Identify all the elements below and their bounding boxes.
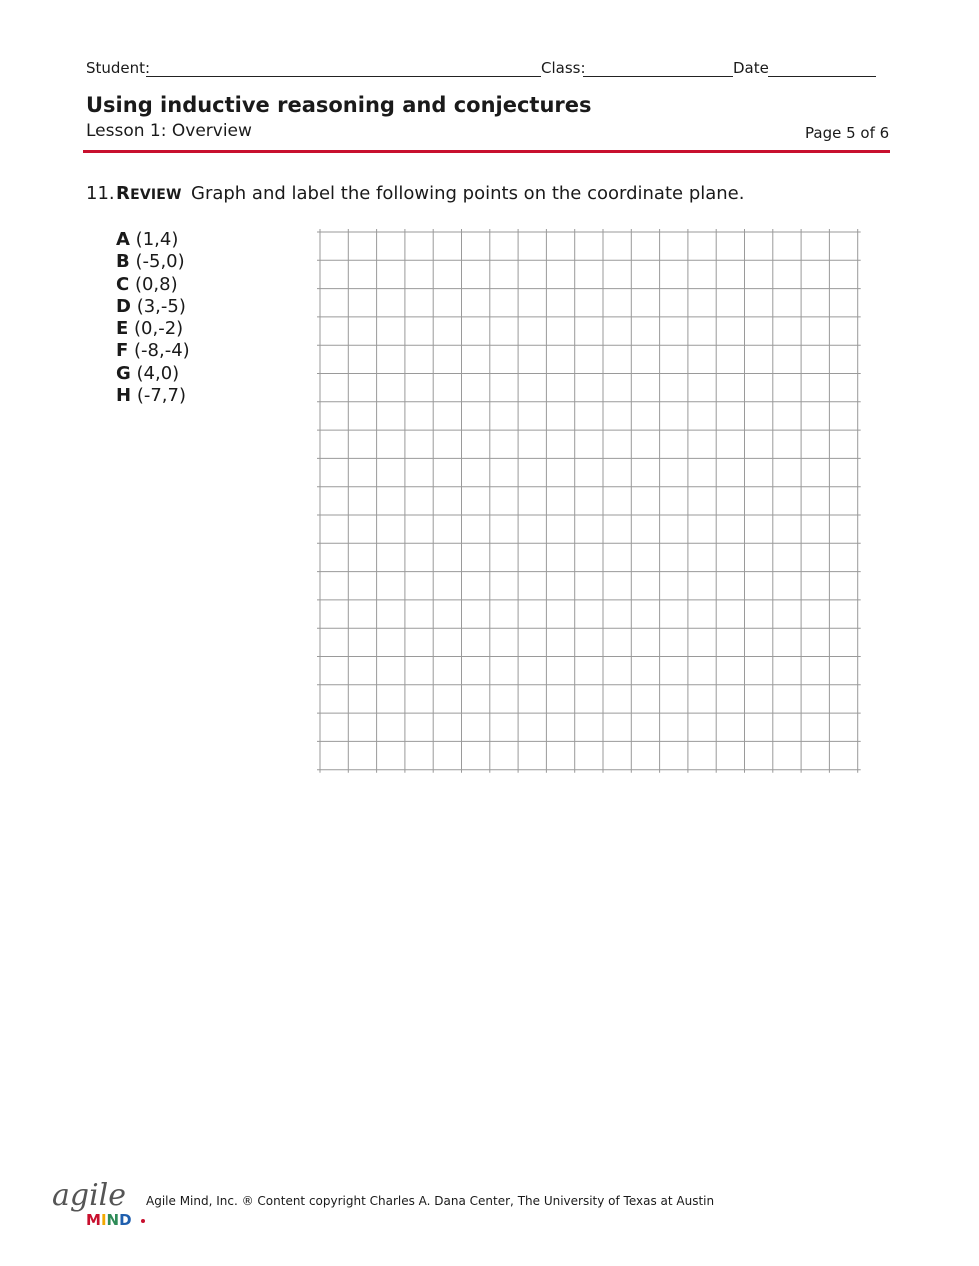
point-item-h [116,385,190,407]
point-coords: (0,-2) [134,318,184,340]
point-coords: (-5,0) [135,251,185,273]
logo-word-agile: agile [52,1178,127,1213]
date-label: Date [733,59,769,77]
point-label: E [116,318,129,340]
point-label: D [116,295,131,317]
point-label: A [116,229,130,250]
date-blank[interactable] [768,76,876,77]
page-title: Using inductive reasoning and conjectures [86,93,592,117]
question-number: 11. [86,183,115,204]
review-tag-rest: EVIEW [130,187,182,203]
point-coords: (3,-5) [136,295,186,317]
point-coords: (-7,7) [136,385,186,407]
point-item-b [116,251,190,273]
header-divider [83,150,890,153]
point-coords: (4,0) [136,362,180,384]
point-coords: (1,4) [135,229,179,250]
point-item-f [116,340,190,362]
class-label: Class: [541,59,586,77]
point-item-e [116,318,190,340]
point-label: B [116,251,130,273]
points-list [116,229,190,407]
point-item-a [116,229,190,251]
agile-mind-logo [50,1175,150,1227]
point-label: F [116,340,129,362]
class-blank[interactable] [583,76,733,77]
point-label: C [116,273,130,295]
review-tag [116,183,182,204]
point-item-g [116,363,190,385]
logo-word-mind: MIND [86,1211,132,1227]
student-label: Student: [86,59,151,77]
page-number: Page 5 of 6 [805,124,890,142]
point-item-c [116,274,190,296]
question-text: Graph and label the following points on the coordinate plane. [191,183,745,204]
point-label: H [116,385,132,407]
student-name-blank[interactable] [146,76,541,77]
point-coords: (-8,-4) [134,340,190,362]
footer-copyright: Agile Mind, Inc. ® Content copyright Charles A. Dana Center, The University of Texas at Austin [146,1194,715,1208]
point-label: G [116,362,131,384]
logo-dot [141,1219,145,1223]
point-item-d [116,296,190,318]
lesson-subtitle: Lesson 1: Overview [86,121,252,141]
review-tag-first: R [116,183,131,204]
coordinate-grid[interactable] [316,228,864,774]
point-coords: (0,8) [134,273,178,295]
